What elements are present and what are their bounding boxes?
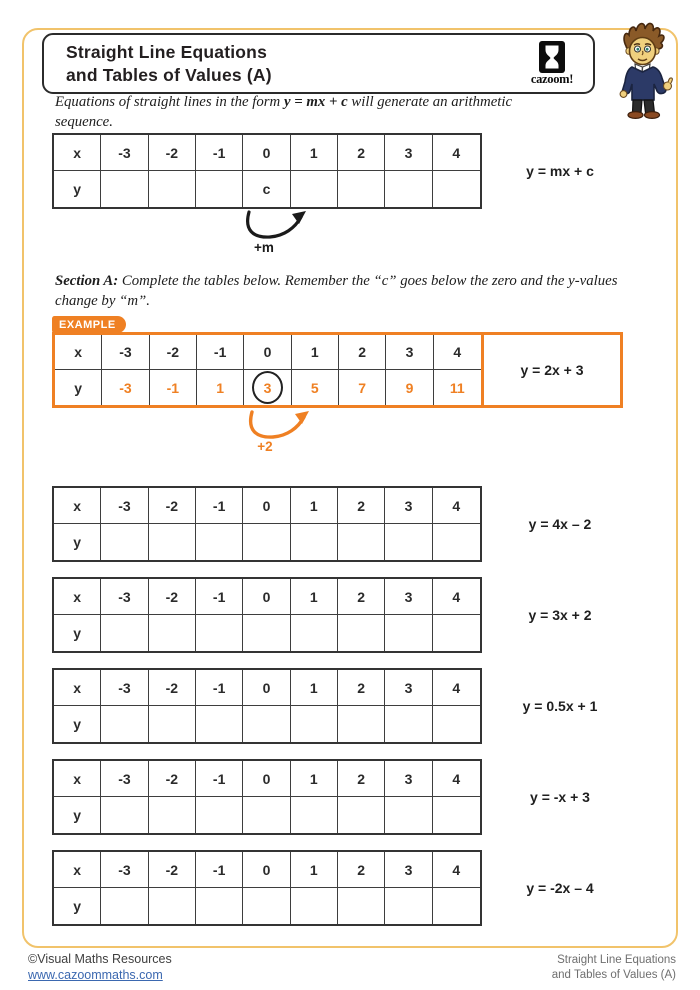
table-cell: 0 <box>244 335 291 370</box>
table-cell: -2 <box>150 335 197 370</box>
table-cell: -3 <box>101 852 148 888</box>
intro-pre: Equations of straight lines in the form <box>55 94 284 110</box>
table-cell: 1 <box>292 335 339 370</box>
practice-table-4 <box>52 759 482 835</box>
table-cell: y <box>54 615 101 651</box>
table-cell <box>196 888 243 924</box>
table-cell: -3 <box>101 488 148 524</box>
table-cell: 0 <box>243 852 290 888</box>
table-cell <box>433 888 480 924</box>
table-cell: 2 <box>338 579 385 615</box>
example-equation: y = 2x + 3 <box>520 362 584 378</box>
table-cell <box>196 706 243 742</box>
table-cell: -2 <box>149 852 196 888</box>
page-title <box>44 41 272 87</box>
practice-table-2 <box>52 577 482 653</box>
table-cell: 3 <box>386 335 433 370</box>
example-badge: EXAMPLE <box>52 316 126 333</box>
table-cell: x <box>54 135 101 171</box>
table-cell <box>101 888 148 924</box>
demo-table <box>52 133 482 209</box>
table-cell: 2 <box>338 135 385 171</box>
table-cell <box>101 615 148 651</box>
table-cell <box>243 706 290 742</box>
table-cell: 2 <box>338 852 385 888</box>
table-cell <box>291 615 338 651</box>
table-cell <box>385 524 432 560</box>
table-cell <box>433 524 480 560</box>
table-cell: 4 <box>433 579 480 615</box>
table-cell: 2 <box>339 335 386 370</box>
table-cell: 0 <box>243 135 290 171</box>
table-cell: 3 <box>385 852 432 888</box>
table-cell <box>101 706 148 742</box>
table-cell <box>385 888 432 924</box>
table-cell: -3 <box>101 670 148 706</box>
table-cell <box>433 171 480 207</box>
table-cell <box>291 524 338 560</box>
table-cell <box>338 888 385 924</box>
plus-2-label: +2 <box>257 439 273 454</box>
table-cell <box>291 171 338 207</box>
table-cell <box>244 370 291 405</box>
table-cell <box>338 706 385 742</box>
section-a-instruction <box>55 271 630 312</box>
table-cell <box>101 524 148 560</box>
table-cell <box>433 797 480 833</box>
table-cell: 3 <box>385 670 432 706</box>
table-cell: 1 <box>291 579 338 615</box>
table-cell: c <box>243 171 290 207</box>
table-cell: -1 <box>196 670 243 706</box>
practice-table-5 <box>52 850 482 926</box>
table-cell <box>291 706 338 742</box>
table-cell: -3 <box>101 135 148 171</box>
practice-equation-2: y = 3x + 2 <box>528 607 592 623</box>
table-cell: 1 <box>291 135 338 171</box>
table-cell <box>433 615 480 651</box>
footer-copyright: ©Visual Maths Resources <box>28 952 172 966</box>
table-cell: -3 <box>102 370 149 405</box>
table-cell: 2 <box>338 761 385 797</box>
table-cell: y <box>54 524 101 560</box>
intro-post: will generate an arithmetic sequence. <box>55 94 513 131</box>
table-cell: y <box>54 706 101 742</box>
table-cell <box>243 524 290 560</box>
table-cell <box>385 797 432 833</box>
section-a-text: Complete the tables below. Remember the “c” goes below the zero and the y-values change by “m”. <box>55 273 618 310</box>
table-cell: -2 <box>149 488 196 524</box>
table-cell: 0 <box>243 670 290 706</box>
table-cell: 5 <box>292 370 339 405</box>
cazoom-logo-text: cazoom! <box>530 71 574 86</box>
footer-right <box>552 953 676 983</box>
table-cell: y <box>54 888 101 924</box>
table-cell <box>338 797 385 833</box>
table-cell: 7 <box>339 370 386 405</box>
table-cell: x <box>54 761 101 797</box>
table-cell: 0 <box>243 761 290 797</box>
plus-2-arrow-icon <box>246 410 312 441</box>
intro-formula: y = mx + c <box>283 94 348 110</box>
table-cell: -3 <box>102 335 149 370</box>
table-cell <box>196 615 243 651</box>
table-cell: 4 <box>433 670 480 706</box>
table-cell: -2 <box>149 579 196 615</box>
table-cell: y <box>54 171 101 207</box>
demo-equation: y = mx + c <box>526 163 594 179</box>
table-cell: y <box>54 797 101 833</box>
table-cell: -1 <box>197 335 244 370</box>
table-cell <box>338 171 385 207</box>
table-cell <box>243 797 290 833</box>
table-cell: -1 <box>196 761 243 797</box>
intro-text <box>55 92 525 133</box>
table-cell <box>149 888 196 924</box>
footer-title-line1: Straight Line Equations <box>557 954 676 966</box>
table-cell <box>149 524 196 560</box>
footer-website-link[interactable]: www.cazoommaths.com <box>28 967 163 982</box>
table-cell <box>243 615 290 651</box>
table-cell <box>385 171 432 207</box>
table-cell: -2 <box>149 135 196 171</box>
table-cell <box>196 524 243 560</box>
table-cell: x <box>55 335 102 370</box>
table-cell: 3 <box>385 579 432 615</box>
practice-table-1 <box>52 486 482 562</box>
table-cell: 0 <box>243 579 290 615</box>
practice-equation-5: y = -2x – 4 <box>526 880 594 896</box>
table-cell: 4 <box>433 135 480 171</box>
practice-equation-4: y = -x + 3 <box>530 789 590 805</box>
table-cell: 1 <box>291 852 338 888</box>
table-cell: 1 <box>197 370 244 405</box>
table-cell: 0 <box>243 488 290 524</box>
plus-m-label: +m <box>254 240 274 255</box>
table-cell: 3 <box>385 761 432 797</box>
example-box <box>52 332 623 408</box>
table-cell: x <box>54 488 101 524</box>
footer-left <box>28 952 172 983</box>
table-cell: 4 <box>433 761 480 797</box>
table-cell: 4 <box>434 335 481 370</box>
table-cell <box>291 797 338 833</box>
table-cell <box>149 615 196 651</box>
table-cell <box>291 888 338 924</box>
table-cell: -3 <box>101 761 148 797</box>
example-table <box>55 335 484 405</box>
table-cell: -1 <box>150 370 197 405</box>
table-cell: 2 <box>338 488 385 524</box>
table-cell: -3 <box>101 579 148 615</box>
page-title-line2: and Tables of Values (A) <box>66 64 272 85</box>
table-cell: -1 <box>196 135 243 171</box>
table-cell: x <box>54 579 101 615</box>
table-cell <box>101 171 148 207</box>
table-cell: -1 <box>196 852 243 888</box>
mascot-boy-illustration <box>596 20 692 120</box>
circle-highlight: 3 <box>252 371 283 404</box>
table-cell <box>196 797 243 833</box>
practice-equation-3: y = 0.5x + 1 <box>522 698 598 714</box>
table-cell: -2 <box>149 761 196 797</box>
table-cell <box>338 524 385 560</box>
practice-equation-1: y = 4x – 2 <box>528 516 592 532</box>
cazoom-hourglass-icon <box>539 41 565 73</box>
table-cell: 3 <box>385 488 432 524</box>
table-cell: y <box>55 370 102 405</box>
table-cell <box>385 706 432 742</box>
table-cell: 1 <box>291 670 338 706</box>
table-cell <box>433 706 480 742</box>
table-cell <box>338 615 385 651</box>
table-cell: -2 <box>149 670 196 706</box>
table-cell: 4 <box>433 488 480 524</box>
table-cell <box>243 888 290 924</box>
table-cell: 11 <box>449 379 465 396</box>
table-cell <box>196 171 243 207</box>
table-cell: 4 <box>433 852 480 888</box>
cazoom-logo <box>517 41 593 87</box>
table-cell: x <box>54 852 101 888</box>
table-cell: x <box>54 670 101 706</box>
table-cell: 1 <box>291 761 338 797</box>
table-cell: -1 <box>196 488 243 524</box>
table-cell: -1 <box>196 579 243 615</box>
footer-title-line2: and Tables of Values (A) <box>551 968 676 981</box>
table-cell: 1 <box>291 488 338 524</box>
table-cell <box>149 706 196 742</box>
table-cell <box>101 797 148 833</box>
table-cell: 2 <box>338 670 385 706</box>
practice-table-3 <box>52 668 482 744</box>
table-cell <box>149 171 196 207</box>
table-cell: 9 <box>386 370 433 405</box>
page-title-line1: Straight Line Equations <box>66 41 267 62</box>
table-cell <box>385 615 432 651</box>
table-cell <box>149 797 196 833</box>
section-a-label: Section A: <box>55 273 119 289</box>
table-cell: 3 <box>385 135 432 171</box>
plus-m-arrow-icon <box>243 210 309 241</box>
header-box <box>42 33 595 94</box>
